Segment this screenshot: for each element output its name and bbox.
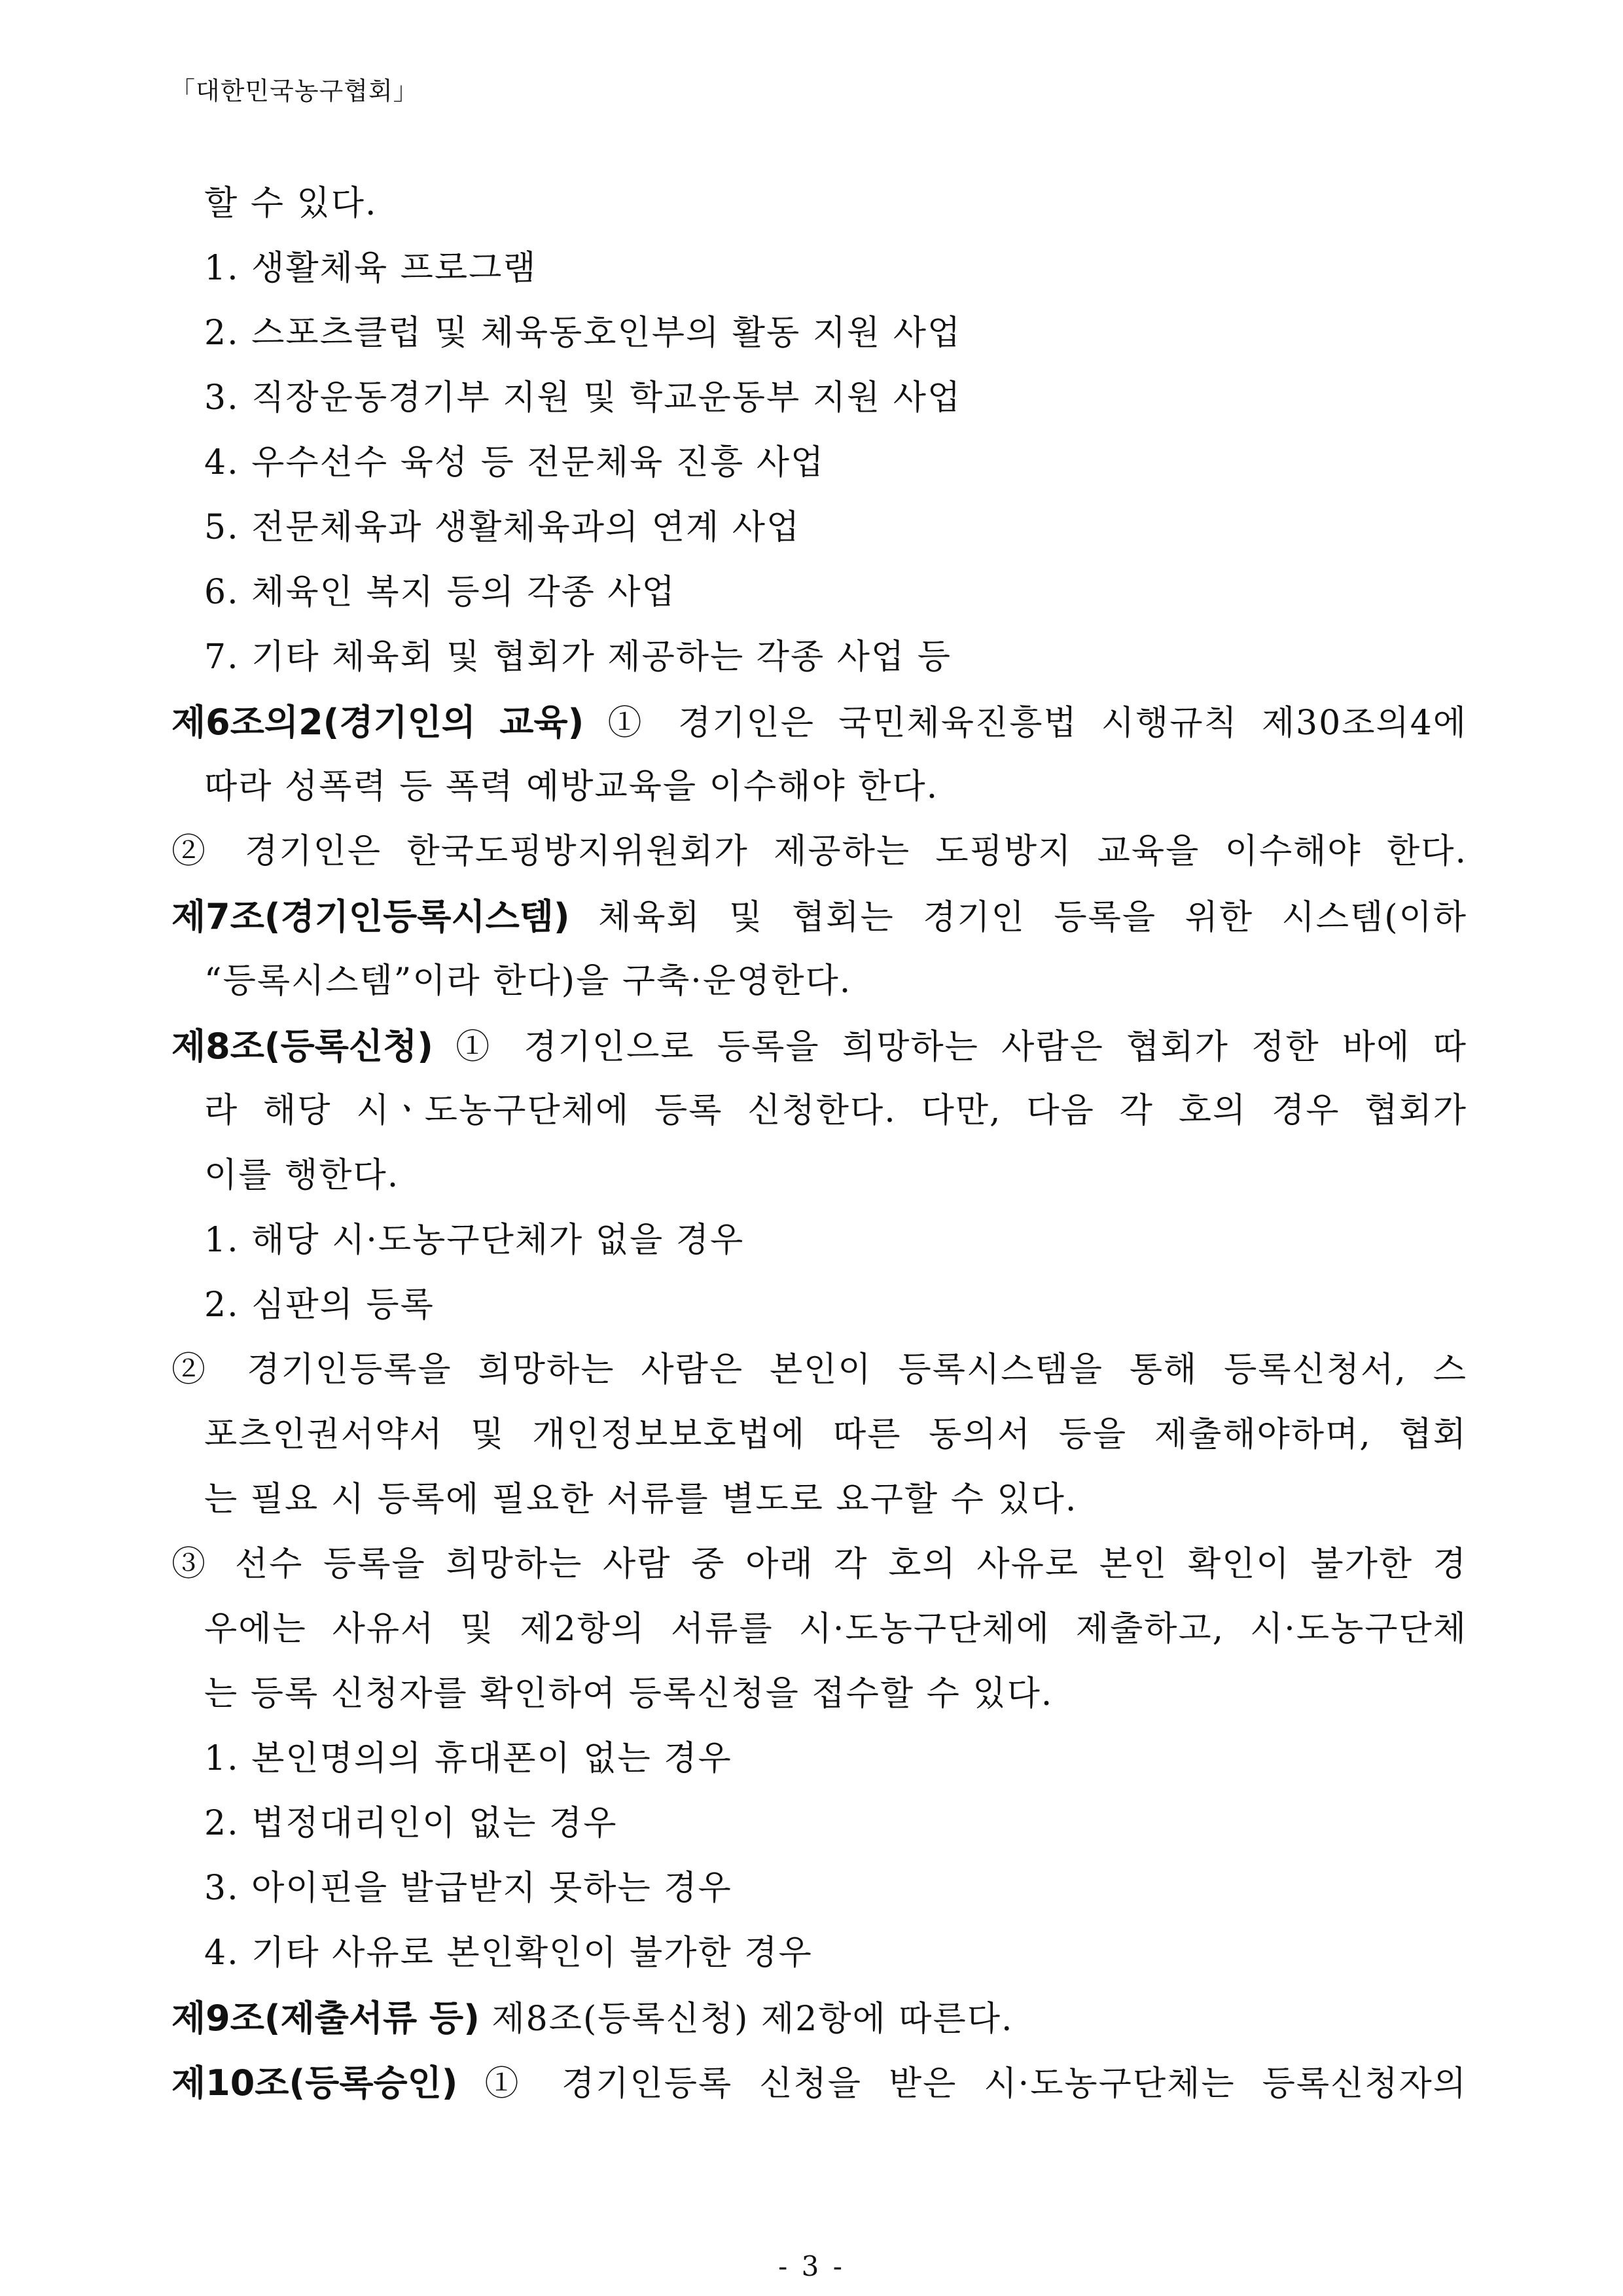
- list-item: 3. 아이핀을 발급받지 못하는 경우: [204, 1869, 732, 1908]
- list-item: 7. 기타 체육회 및 협회가 제공하는 각종 사업 등: [204, 637, 952, 677]
- text-line: 이를 행한다.: [204, 1156, 400, 1195]
- article-title: 제10조(등록승인): [171, 2062, 458, 2104]
- text-line: 할 수 있다.: [204, 184, 378, 223]
- list-item: 3. 직장운동경기부 지원 및 학교운동부 지원 사업: [204, 378, 962, 418]
- article-10: [171, 2051, 1467, 2115]
- article-8: [171, 1014, 1467, 1079]
- list-item: 1. 해당 시·도농구단체가 없을 경우: [204, 1221, 745, 1260]
- page-number: - 3 -: [778, 2250, 845, 2282]
- list-item: 5. 전문체육과 생활체육과의 연계 사업: [204, 508, 801, 547]
- paragraph-line: ② 경기인등록을 희망하는 사람은 본인이 등록시스템을 통해 등록신청서, 스: [171, 1350, 1467, 1390]
- list-item: 1. 본인명의의 휴대폰이 없는 경우: [204, 1739, 732, 1778]
- article-text: ① 경기인은 국민체육진흥법 시행규칙 제30조의4에: [607, 704, 1468, 743]
- text-line: 라 해당 시ㆍ도농구단체에 등록 신청한다. 다만, 다음 각 호의 경우 협회가: [204, 1091, 1467, 1130]
- paragraph-line: ③ 선수 등록을 희망하는 사람 중 아래 각 호의 사유로 본인 확인이 불가한 경: [171, 1545, 1467, 1584]
- list-item: 4. 우수선수 육성 등 전문체육 진흥 사업: [204, 443, 825, 482]
- article-7: [171, 884, 1467, 949]
- article-9: [171, 1986, 1467, 2051]
- list-item: 6. 체육인 복지 등의 각종 사업: [204, 573, 676, 612]
- paragraph-line: ② 경기인은 한국도핑방지위원회가 제공하는 도핑방지 교육을 이수해야 한다.: [171, 832, 1467, 871]
- article-text: 체육회 및 협회는 경기인 등록을 위한 시스템(이하: [598, 898, 1467, 937]
- list-item: 1. 생활체육 프로그램: [204, 249, 537, 288]
- list-item: 2. 법정대리인이 없는 경우: [204, 1804, 618, 1843]
- text-line: 는 등록 신청자를 확인하여 등록신청을 접수할 수 있다.: [204, 1674, 1054, 1713]
- text-line: 포츠인권서약서 및 개인정보보호법에 따른 동의서 등을 제출해야하며, 협회: [204, 1415, 1467, 1454]
- article-title: 제8조(등록신청): [171, 1026, 433, 1067]
- list-item: 2. 스포츠클럽 및 체육동호인부의 활동 지원 사업: [204, 314, 962, 353]
- document-body: [171, 171, 1467, 2115]
- list-item: 2. 심판의 등록: [204, 1285, 435, 1325]
- article-text: ① 경기인으로 등록을 희망하는 사람은 협회가 정한 바에 따: [455, 1028, 1467, 1067]
- text-line: 따라 성폭력 등 폭력 예방교육을 이수해야 한다.: [204, 767, 939, 806]
- text-line: 우에는 사유서 및 제2항의 서류를 시·도농구단체에 제출하고, 시·도농구단체: [204, 1609, 1467, 1649]
- article-title: 제6조의2(경기인의 교육): [171, 702, 584, 743]
- article-title: 제9조(제출서류 등): [171, 1998, 480, 2039]
- article-title: 제7조(경기인등록시스템): [171, 896, 570, 937]
- text-line: “등록시스템”이라 한다)을 구축·운영한다.: [204, 961, 852, 1001]
- article-text: 제8조(등록신청) 제2항에 따른다.: [491, 2000, 1014, 2039]
- text-line: 는 필요 시 등록에 필요한 서류를 별도로 요구할 수 있다.: [204, 1480, 1078, 1519]
- list-item: 4. 기타 사유로 본인확인이 불가한 경우: [204, 1933, 813, 1973]
- document-header: 「대한민국농구협회」: [170, 77, 419, 105]
- article-6-2: [171, 690, 1467, 755]
- article-text: ① 경기인등록 신청을 받은 시·도농구단체는 등록신청자의: [484, 2064, 1468, 2104]
